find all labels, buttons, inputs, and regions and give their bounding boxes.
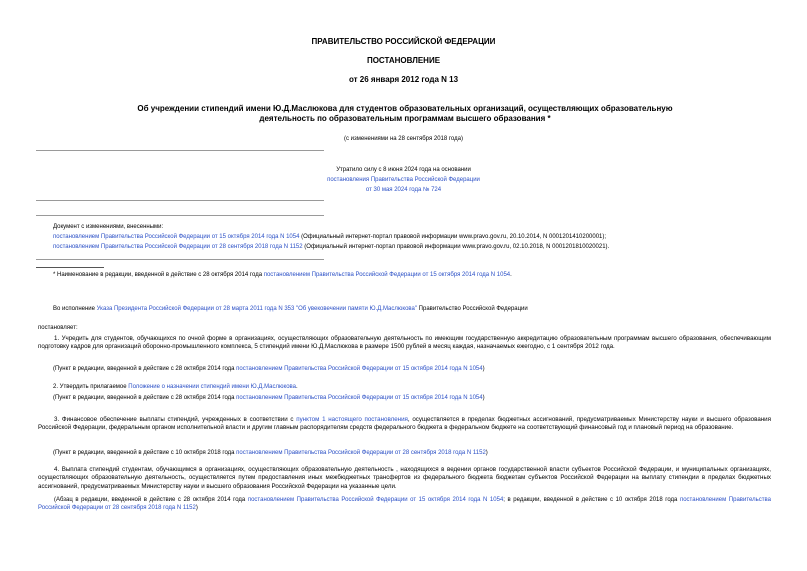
note-end: ) bbox=[485, 450, 488, 456]
para3-rest: , осуществляется в пределах бюджетных ассигнований, предусматриваемых Министерству науки и высшего образования Российской Федерации, федеральным органом исполнительной власти и другим главным распорядителям средств федерального бюджета в федеральном бюджете на соответствующий финансовый год и плановый период на образование. bbox=[38, 416, 771, 432]
expired-notice bbox=[0, 165, 807, 195]
date-number: от 26 января 2012 года N 13 bbox=[348, 75, 459, 84]
preamble-end: Правительство Российской Федерации bbox=[417, 306, 528, 312]
note-link-2[interactable]: постановлением Правительства Российской Федерации от 28 сентября 2018 года N 1152 bbox=[38, 497, 771, 511]
para3-link[interactable]: пунктом 1 настоящего постановления bbox=[296, 416, 408, 423]
doc-type-heading: ПОСТАНОВЛЕНИЕ bbox=[366, 56, 441, 65]
change-item bbox=[53, 232, 783, 242]
footnote-end: . bbox=[510, 272, 512, 278]
paragraph-3-note bbox=[53, 449, 783, 457]
note-text: (Пункт в редакции, введенной в действие с 28 октября 2014 года bbox=[53, 395, 237, 401]
footnote-link[interactable]: постановлением Правительства Российской Федерации от 15 октября 2014 года N 1054 bbox=[263, 272, 511, 278]
change-text-2: (Официальный интернет-портал правовой информации www.pravo.gov.ru, 02.10.2018, N 0001201810020021). bbox=[302, 244, 610, 250]
preamble-link[interactable]: Указа Президента Российской Федерации от 28 марта 2011 года N 353 "Об увековечении памяти Ю.Д.Маслюкова" bbox=[96, 306, 417, 312]
change-text-1: (Официальный интернет-портал правовой информации www.pravo.gov.ru, 20.10.2014, N 0001201410200001); bbox=[299, 234, 607, 240]
note-text: (Пункт в редакции, введенной в действие с 28 октября 2014 года bbox=[53, 366, 237, 372]
footnote-text: * Наименование в редакции, введенной в действие с 28 октября 2014 года bbox=[53, 272, 264, 278]
change-item bbox=[53, 242, 783, 252]
paragraph-4: 4. Выплата стипендий студентам, обучающимся в организациях, осуществляющих образовательную деятельность , находящихся в ведении органов государственной власти субъектов Российской Федерации, и муниципальных организациях, осуществляющих образовательную деятельность, осуществляется путем предоставления иных межбюджетных трансфертов из федерального бюджета бюджетам субъектов Российской Федерации на выплату стипендии в пределах бюджетных ассигнований, предусматриваемых Министерству науки и высшего образования Российской Федерации на указанные цели. bbox=[38, 466, 771, 490]
paragraph-3 bbox=[38, 416, 771, 433]
footnote-rule bbox=[36, 267, 104, 268]
resolves: постановляет: bbox=[38, 325, 78, 331]
government-heading: ПРАВИТЕЛЬСТВО РОССИЙСКОЙ ФЕДЕРАЦИИ bbox=[311, 37, 496, 46]
paragraph-1: 1. Учредить для студентов, обучающихся по очной форме в организациях, осуществляющих образовательную деятельность по имеющим государственную аккредитацию образовательным программам высшего образования, обеспечивающим подготовку кадров для организаций оборонно-промышленного комплекса, 5 стипендий имени Ю.Д.Маслюкова в размере 1500 рублей в месяц каждая, назначаемых ежегодно, с 1 сентября 2012 года. bbox=[38, 335, 771, 351]
note-mid: ; в редакции, введенной в действие с 10 октября 2018 года bbox=[503, 497, 680, 503]
divider bbox=[36, 150, 324, 151]
preamble-text: Во исполнение bbox=[53, 306, 97, 312]
note-end: ) bbox=[482, 366, 485, 372]
changes-block bbox=[53, 222, 783, 252]
para2-text: 2. Утвердить прилагаемое bbox=[53, 384, 129, 390]
divider bbox=[36, 259, 324, 260]
paragraph-1-note bbox=[53, 365, 783, 373]
changes-intro: Документ с изменениями, внесенными: bbox=[53, 224, 164, 230]
amendment-note: (с изменениями на 28 сентября 2018 года) bbox=[344, 136, 463, 142]
note-text: (Абзац в редакции, введенной в действие с 28 октября 2014 года bbox=[54, 497, 248, 503]
note-end: ) bbox=[482, 395, 485, 401]
title-line-1: Об учреждении стипендий имени Ю.Д.Маслюкова для студентов образовательных организаций, осуществляющих образовательную bbox=[137, 104, 673, 113]
change-link-2[interactable]: постановлением Правительства Российской Федерации от 28 сентября 2018 года N 1152 bbox=[53, 244, 303, 250]
note-link[interactable]: постановлением Правительства Российской Федерации от 15 октября 2014 года N 1054 bbox=[247, 497, 504, 503]
expired-link-1[interactable]: постановления Правительства Российской Федерации bbox=[327, 177, 480, 183]
document-title bbox=[60, 104, 750, 124]
paragraph-2-note bbox=[53, 394, 783, 402]
para3-text: 3. Финансовое обеспечение выплаты стипендий, учрежденных в соответствии с bbox=[54, 416, 297, 423]
footnote bbox=[53, 271, 783, 279]
note-text: (Пункт в редакции, введенной в действие с 10 октября 2018 года bbox=[53, 450, 237, 456]
note-link[interactable]: постановлением Правительства Российской Федерации от 28 сентября 2018 года N 1152 bbox=[236, 450, 486, 456]
expired-link-2[interactable]: от 30 мая 2024 года № 724 bbox=[365, 187, 442, 193]
paragraph-4-note bbox=[38, 496, 771, 512]
expired-line: Утратило силу с 8 июня 2024 года на основании bbox=[336, 167, 471, 173]
para2-end: . bbox=[296, 384, 298, 390]
title-line-2: деятельность по образовательным программам высшего образования * bbox=[259, 114, 551, 123]
note-link[interactable]: постановлением Правительства Российской Федерации от 15 октября 2014 года N 1054 bbox=[236, 395, 483, 401]
divider bbox=[36, 200, 324, 201]
note-end: ) bbox=[195, 505, 198, 511]
divider bbox=[36, 215, 324, 216]
note-link[interactable]: постановлением Правительства Российской Федерации от 15 октября 2014 года N 1054 bbox=[236, 366, 483, 372]
para2-link[interactable]: Положение о назначении стипендий имени Ю.Д.Маслюкова bbox=[128, 384, 297, 390]
change-link-1[interactable]: постановлением Правительства Российской Федерации от 15 октября 2014 года N 1054 bbox=[53, 234, 300, 240]
paragraph-2 bbox=[53, 383, 783, 391]
preamble bbox=[53, 305, 783, 313]
